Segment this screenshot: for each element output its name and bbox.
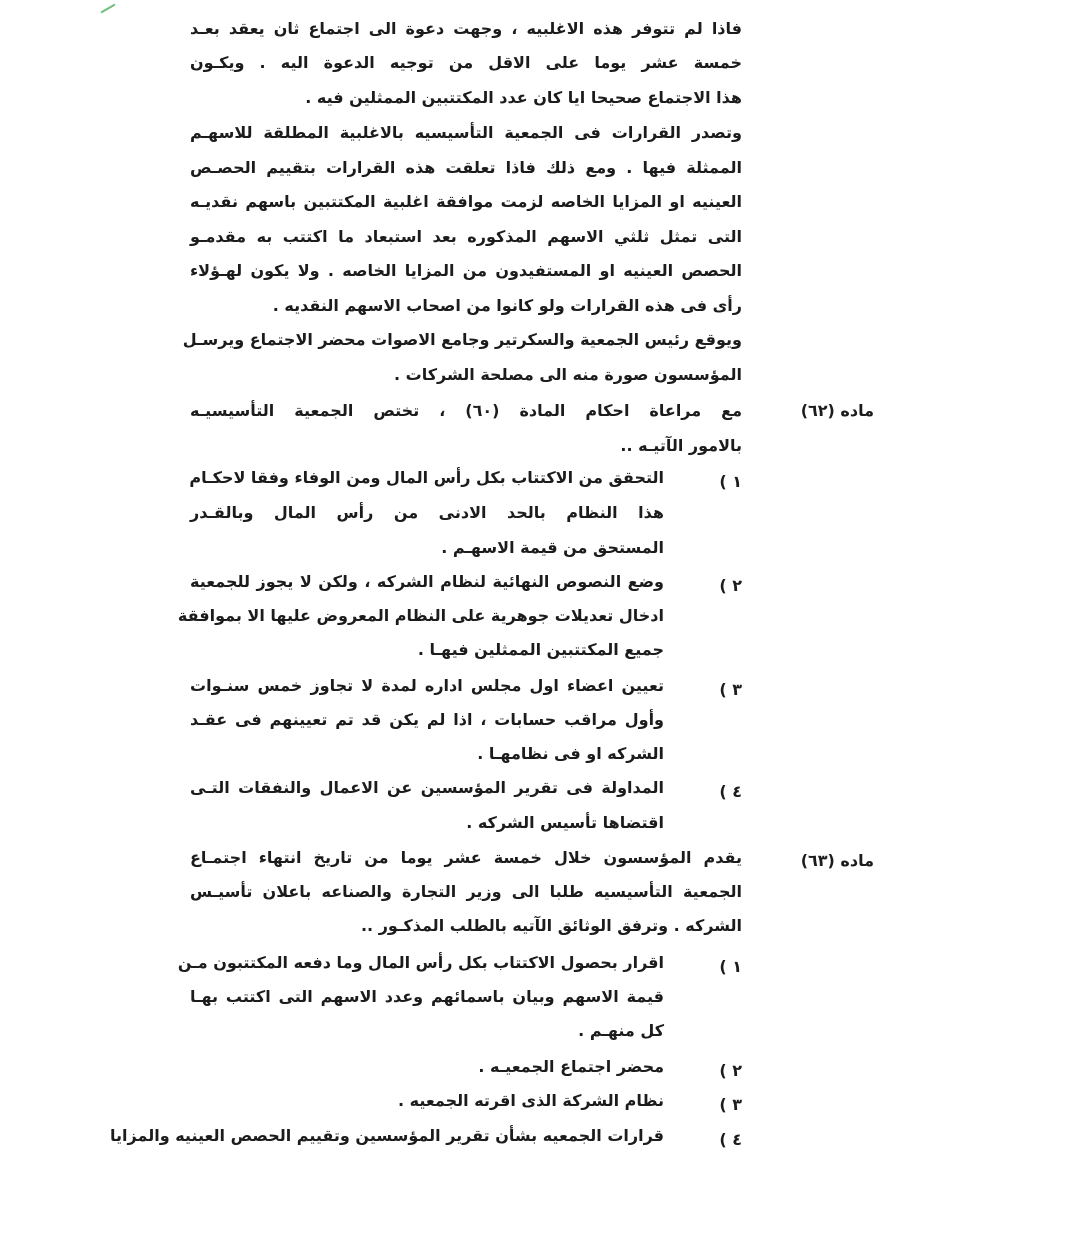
item-number: ٣ )	[719, 680, 742, 699]
text-line: وضع النصوص النهائية لنظام الشركه ، ولكن لا يجوز للجمعية	[190, 572, 664, 591]
text-line: رأى فى هذه القرارات ولو كانوا من اصحاب الاسهم النقديه .	[272, 296, 742, 315]
article-label: ماده (٦٣)	[800, 851, 874, 870]
corner-mark	[97, 0, 116, 13]
text-line: المستحق من قيمة الاسهـم .	[441, 538, 664, 557]
text-line: الشركه . وترفق الوثائق الآتيه بالطلب المذكـور ..	[360, 916, 742, 935]
text-line: المداولة فى تقرير المؤسسين عن الاعمال والنفقات التـى	[190, 778, 664, 797]
text-line: تعيين اعضاء اول مجلس اداره لمدة لا تجاوز خمس سنـوات	[190, 676, 664, 695]
text-line: كل منهـم .	[578, 1021, 664, 1040]
item-number: ١ )	[719, 957, 742, 976]
text-line: وتصدر القرارات فى الجمعية التأسيسيه بالاغلبية المطلقة للاسهـم	[190, 123, 742, 142]
text-line: نظام الشركة الذى اقرته الجمعيه .	[397, 1091, 664, 1110]
text-line: بالامور الآتيـه ..	[620, 436, 742, 455]
item-number: ٣ )	[719, 1095, 742, 1114]
text-line: المؤسسون صورة منه الى مصلحة الشركات .	[394, 365, 742, 384]
text-line: جميع المكتتبين الممثلين فيهـا .	[417, 640, 664, 659]
item-number: ٢ )	[719, 576, 742, 595]
text-line: قرارات الجمعيه بشأن تقرير المؤسسين وتقييم الحصص العينيه والمزايا	[110, 1126, 664, 1145]
text-line: وأول مراقب حسابات ، اذا لم يكن قد تم تعيينهم فى عقـد	[190, 710, 664, 729]
text-line: التى تمثل ثلثي الاسهم المذكوره بعد استبعاد ما اكتتب به مقدمـو	[190, 227, 742, 246]
text-line: ويوقع رئيس الجمعية والسكرتير وجامع الاصوات محضر الاجتماع ويرسـل	[182, 330, 742, 349]
text-line: الجمعية التأسيسيه طلبا الى وزير التجارة والصناعه باعلان تأسيـس	[190, 882, 742, 901]
text-line: الممثلة فيها . ومع ذلك فاذا تعلقت هذه القرارات بتقييم الحصـص	[190, 158, 742, 177]
text-line: ادخال تعديلات جوهرية على النظام المعروض عليها الا بموافقة	[177, 606, 664, 625]
text-line: هذا الاجتماع صحيحا ايا كان عدد المكتتبين الممثلين فيه .	[305, 88, 742, 107]
item-number: ٢ )	[719, 1061, 742, 1080]
item-number: ١ )	[719, 472, 742, 491]
item-number: ٤ )	[719, 782, 742, 801]
text-line: هذا النظام بالحد الادنى من رأس المال وبالقـدر	[190, 503, 664, 522]
text-line: اقتضاها تأسيس الشركه .	[466, 813, 664, 832]
text-line: التحقق من الاكتتاب بكل رأس المال ومن الوفاء وفقا لاحكـام	[189, 468, 664, 487]
text-line: الحصص العينيه او المستفيدون من المزايا الخاصه . ولا يكون لهـؤلاء	[190, 261, 742, 280]
text-line: اقرار بحصول الاكتتاب بكل رأس المال وما دفعه المكتتبون مـن	[177, 953, 664, 972]
text-line: العينيه او المزايا الخاصه لزمت موافقة اغلبية المكتتبين باسهم نقديـه	[190, 192, 742, 211]
text-line: مع مراعاة احكام المادة (٦٠) ، تختص الجمعية التأسيسيـه	[190, 401, 742, 420]
text-line: يقدم المؤسسون خلال خمسة عشر يوما من تاريخ انتهاء اجتمـاع	[190, 848, 742, 867]
item-number: ٤ )	[719, 1130, 742, 1149]
text-line: محضر اجتماع الجمعيـه .	[478, 1057, 664, 1076]
text-line: خمسة عشر يوما على الاقل من توجيه الدعوة اليه . ويكـون	[190, 53, 742, 72]
text-line: فاذا لم تتوفر هذه الاغلبيه ، وجهت دعوة الى اجتماع ثان يعقد بعـد	[190, 19, 742, 38]
text-line: قيمة الاسهم وبيان باسمائهم وعدد الاسهم التى اكتتب بهـا	[190, 987, 664, 1006]
article-label: ماده (٦٢)	[800, 401, 874, 420]
text-line: الشركه او فى نظامهـا .	[477, 744, 664, 763]
